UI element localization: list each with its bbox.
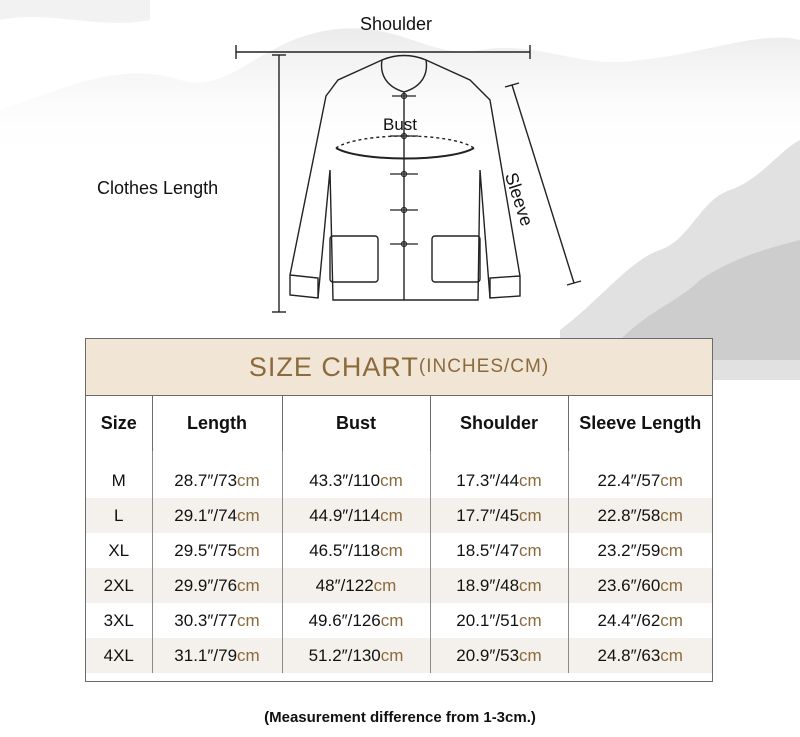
sleeve-label: Sleeve xyxy=(500,170,538,229)
unit-cm: cm xyxy=(380,645,404,665)
unit-cm: cm xyxy=(519,505,542,525)
unit-cm: cm xyxy=(237,575,260,595)
size-chart-title xyxy=(86,339,712,396)
cell-sleeve xyxy=(568,498,712,533)
size-chart-title-text: SIZE CHART xyxy=(248,351,419,382)
cell-sleeve xyxy=(568,603,712,638)
cell-value: 29.5″/75 xyxy=(174,540,238,560)
cell-value: 23.6″/60 xyxy=(597,575,661,595)
cell-length xyxy=(152,533,282,568)
cell-value: 22.8″/58 xyxy=(597,505,661,525)
cell-value: 48″/122 xyxy=(315,575,374,595)
cell-value: 4XL xyxy=(103,645,134,665)
unit-cm: cm xyxy=(237,645,260,665)
cell-sleeve xyxy=(568,463,712,498)
size-chart-title-unit: (INCHES/CM) xyxy=(418,356,550,377)
cell-shoulder xyxy=(430,603,568,638)
cell-value: 20.9″/53 xyxy=(456,645,520,665)
cell-length xyxy=(152,463,282,498)
column-header-shoulder: Shoulder xyxy=(430,396,568,451)
size-table-header xyxy=(86,396,712,451)
cell-value: L xyxy=(114,505,124,525)
cell-bust xyxy=(282,498,430,533)
unit-cm: cm xyxy=(519,645,542,665)
cell-value: M xyxy=(111,470,126,490)
cell-size xyxy=(86,463,152,498)
table-row xyxy=(86,568,712,603)
size-table xyxy=(86,396,712,673)
unit-cm: cm xyxy=(660,645,683,665)
unit-cm: cm xyxy=(519,610,542,630)
cell-value: 23.2″/59 xyxy=(597,540,661,560)
column-header-bust: Bust xyxy=(282,396,430,451)
unit-cm: cm xyxy=(660,540,683,560)
unit-cm: cm xyxy=(380,505,403,525)
table-row xyxy=(86,533,712,568)
column-header-sleeve-length: Sleeve Length xyxy=(579,413,702,433)
cell-value: 46.5″/118 xyxy=(309,540,381,560)
unit-cm: cm xyxy=(660,610,683,630)
cell-value: 24.4″/62 xyxy=(597,610,661,630)
cell-shoulder xyxy=(430,463,568,498)
cell-shoulder xyxy=(430,498,568,533)
size-chart xyxy=(85,338,713,682)
cell-size xyxy=(86,498,152,533)
column-header-size: Size xyxy=(86,396,152,451)
unit-cm: cm xyxy=(237,610,260,630)
cell-bust xyxy=(282,568,430,603)
cell-value: 22.4″/57 xyxy=(597,470,661,490)
cell-value: 31.1″/79 xyxy=(174,645,238,665)
cell-length xyxy=(152,638,282,673)
cell-size xyxy=(86,533,152,568)
cell-bust xyxy=(282,603,430,638)
unit-cm: cm xyxy=(660,470,683,490)
size-table-body xyxy=(86,451,712,673)
column-header-length: Length xyxy=(152,396,282,451)
cell-bust xyxy=(282,638,430,673)
unit-cm: cm xyxy=(380,540,403,560)
clothes-length-label: Clothes Length xyxy=(97,178,219,198)
unit-cm: cm xyxy=(519,470,542,490)
cell-length xyxy=(152,498,282,533)
cell-value: 20.1″/51 xyxy=(456,610,520,630)
cell-value: 51.2″/130 xyxy=(308,645,381,665)
cell-bust xyxy=(282,533,430,568)
cell-sleeve xyxy=(568,568,712,603)
cell-value: 3XL xyxy=(103,610,134,630)
table-row xyxy=(86,638,712,673)
cell-value: 18.9″/48 xyxy=(456,575,520,595)
unit-cm: cm xyxy=(660,575,683,595)
cell-value: 17.7″/45 xyxy=(456,505,520,525)
cell-shoulder xyxy=(430,533,568,568)
cell-length xyxy=(152,568,282,603)
unit-cm: cm xyxy=(519,575,542,595)
cell-size xyxy=(86,638,152,673)
cell-value: 43.3″/110 xyxy=(309,470,381,490)
unit-cm: cm xyxy=(380,610,404,630)
cell-value: 24.8″/63 xyxy=(597,645,661,665)
unit-cm: cm xyxy=(519,540,542,560)
unit-cm: cm xyxy=(380,470,403,490)
cell-bust xyxy=(282,463,430,498)
cell-length xyxy=(152,603,282,638)
cell-shoulder xyxy=(430,638,568,673)
unit-cm: cm xyxy=(237,505,260,525)
cell-value: 2XL xyxy=(103,575,134,595)
cell-value: 29.9″/76 xyxy=(174,575,238,595)
unit-cm: cm xyxy=(237,540,260,560)
cell-value: 17.3″/44 xyxy=(456,470,520,490)
table-row xyxy=(86,498,712,533)
unit-cm: cm xyxy=(660,505,683,525)
cell-size xyxy=(86,568,152,603)
cell-size xyxy=(86,603,152,638)
cell-value: XL xyxy=(108,540,130,560)
cell-value: 49.6″/126 xyxy=(308,610,381,630)
cell-value: 44.9″/114 xyxy=(309,505,381,525)
cell-shoulder xyxy=(430,568,568,603)
table-row xyxy=(86,463,712,498)
shoulder-label: Shoulder xyxy=(360,14,433,34)
table-row xyxy=(86,603,712,638)
unit-cm: cm xyxy=(237,470,260,490)
cell-sleeve xyxy=(568,533,712,568)
table-spacer xyxy=(86,451,712,463)
bust-label: Bust xyxy=(383,115,418,134)
cell-value: 29.1″/74 xyxy=(174,505,238,525)
unit-cm: cm xyxy=(373,575,397,595)
cell-value: 28.7″/73 xyxy=(174,470,238,490)
cell-sleeve xyxy=(568,638,712,673)
cell-value: 18.5″/47 xyxy=(456,540,520,560)
measurement-note: (Measurement difference from 1-3cm.) xyxy=(264,709,536,726)
cell-value: 30.3″/77 xyxy=(174,610,238,630)
